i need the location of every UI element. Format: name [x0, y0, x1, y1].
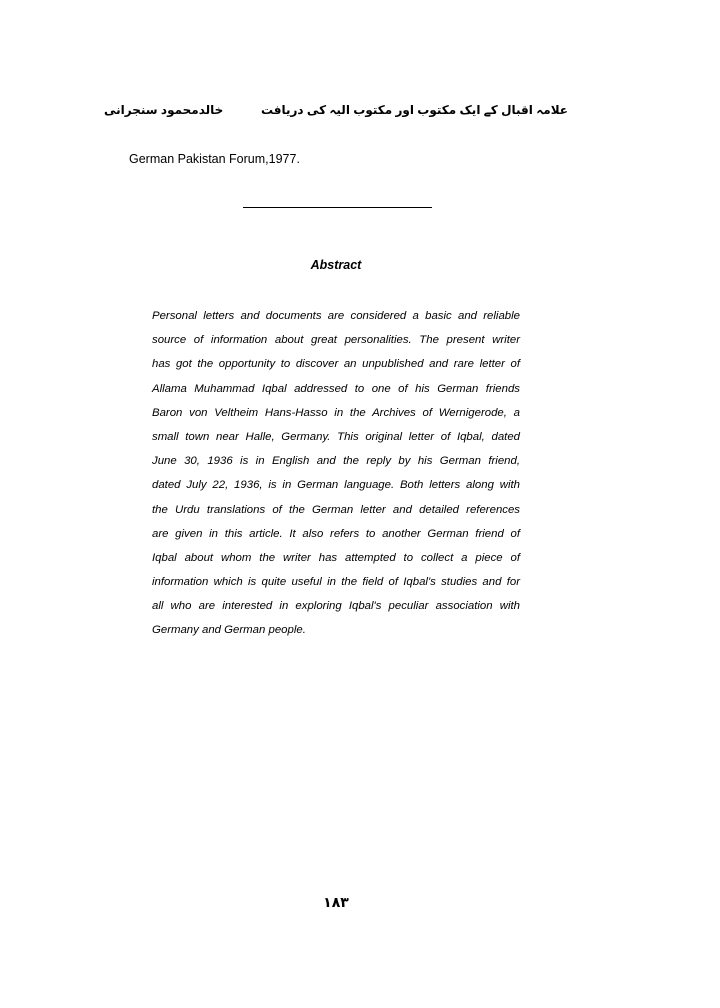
abstract-line: are given in this article. It also refers to another German friend of — [152, 527, 520, 540]
abstract-line: Baron von Veltheim Hans-Hasso in the Archives of Wernigerode, a — [152, 406, 520, 419]
reference-entry: German Pakistan Forum,1977. — [129, 152, 300, 166]
section-divider — [243, 207, 432, 208]
abstract-line: source of information about great personalities. The present writer — [152, 334, 520, 347]
abstract-heading: Abstract — [310, 258, 362, 272]
abstract-line: Germany and German people. — [152, 624, 306, 637]
running-header-author: خالدمحمود سنجرانی — [104, 103, 224, 117]
running-header-title: علامہ اقبال کے ایک مکتوب اور مکتوب الیہ کی دریافت — [260, 103, 568, 117]
abstract-line: Iqbal about whom the writer has attempted to collect a piece of — [152, 551, 520, 564]
abstract-line: Personal letters and documents are considered a basic and reliable — [152, 310, 520, 322]
abstract-line: June 30, 1936 is in English and the reply by his German friend, — [152, 455, 520, 468]
abstract-line: information which is quite useful in the field of Iqbal's studies and for — [152, 576, 520, 589]
abstract-line: all who are interested in exploring Iqbal's peculiar association with — [152, 600, 520, 613]
page-number: ۱۸۳ — [323, 894, 349, 910]
abstract-line: the Urdu translations of the German letter and detailed references — [152, 503, 520, 516]
abstract-body — [152, 306, 520, 645]
abstract-line: dated July 22, 1936, is in German language. Both letters along with — [152, 479, 520, 492]
abstract-line: has got the opportunity to discover an unpublished and rare letter of — [152, 358, 520, 371]
abstract-line: small town near Halle, Germany. This original letter of Iqbal, dated — [152, 430, 520, 443]
abstract-line: Allama Muhammad Iqbal addressed to one of his German friends — [152, 382, 520, 395]
